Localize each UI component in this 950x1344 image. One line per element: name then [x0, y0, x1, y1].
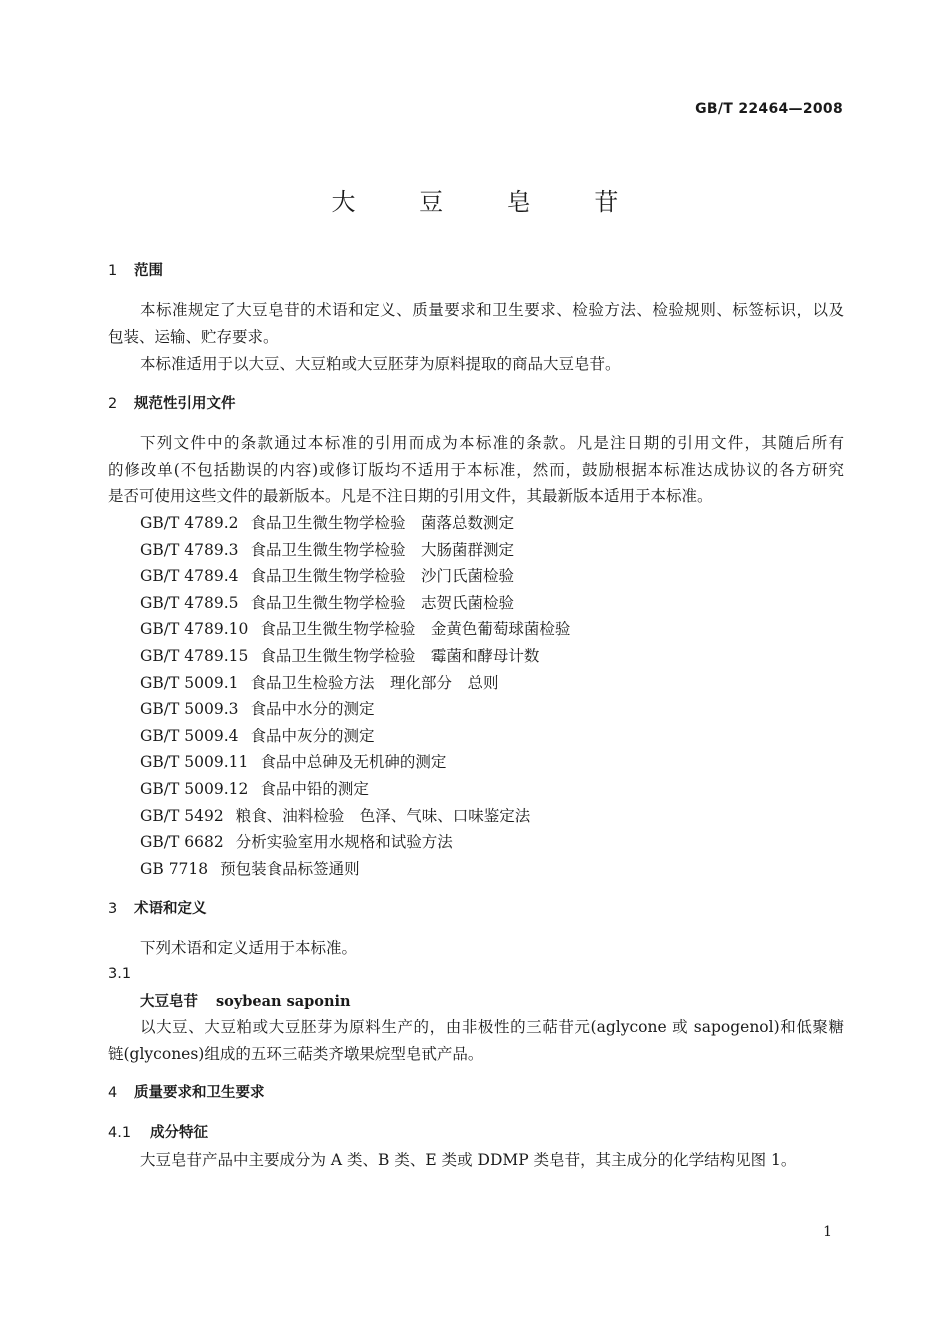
paragraph-line: 本标准适用于以大豆、大豆粕或大豆胚芽为原料提取的商品大豆皂苷。 [140, 355, 621, 373]
reference-item [140, 670, 844, 697]
term-english: soybean saponin [216, 993, 351, 1010]
reference-item [140, 829, 844, 856]
reference-title: 分析实验室用水规格和试验方法 [235, 833, 453, 851]
reference-code: GB/T 5009.4 [140, 727, 239, 745]
reference-code: GB/T 4789.10 [140, 620, 249, 638]
paragraph-line: 大豆皂苷产品中主要成分为 A 类、B 类、E 类或 DDMP 类皂苷，其主成分的化学结构见图 1。 [140, 1151, 797, 1169]
reference-title: 食品中铅的测定 [260, 780, 369, 798]
paragraph-line: 本标准规定了大豆皂苷的术语和定义、质量要求和卫生要求、检验方法、检验规则、标签标识，以及 [140, 301, 844, 319]
reference-code: GB/T 4789.5 [140, 594, 239, 612]
reference-code: GB/T 4789.4 [140, 567, 239, 585]
reference-item [140, 590, 844, 617]
reference-title: 食品中总砷及无机砷的测定 [260, 753, 447, 771]
reference-code: GB/T 5492 [140, 807, 224, 825]
reference-item [140, 643, 844, 670]
section-3-heading [108, 896, 844, 923]
document-title: 大 豆 皂 苷 [331, 188, 647, 216]
paragraph-line: 下列术语和定义适用于本标准。 [140, 939, 358, 957]
reference-item [140, 803, 844, 830]
section-title: 质量要求和卫生要求 [134, 1085, 265, 1101]
reference-title: 食品卫生微生物学检验 菌落总数测定 [250, 514, 515, 532]
reference-item [140, 616, 844, 643]
subsection-number: 3.1 [108, 966, 132, 982]
reference-item [140, 723, 844, 750]
section-title: 范围 [134, 263, 163, 279]
reference-title: 粮食、油料检验 色泽、气味、口味鉴定法 [235, 807, 531, 825]
reference-item [140, 537, 844, 564]
paragraph-line: 的修改单(不包括勘误的内容)或修订版均不适用于本标准，然而，鼓励根据本标准达成协议的各方研究 [108, 461, 844, 479]
reference-item [140, 510, 844, 537]
page-number: 1 [823, 1224, 832, 1240]
section-number: 2 [108, 396, 118, 412]
paragraph-line: 链(glycones)组成的五环三萜类齐墩果烷型皂甙产品。 [108, 1045, 484, 1063]
reference-title: 食品卫生微生物学检验 金黄色葡萄球菌检验 [260, 620, 571, 638]
reference-item [140, 696, 844, 723]
reference-title: 食品卫生微生物学检验 志贺氏菌检验 [250, 594, 515, 612]
subsection-title: 成分特征 [150, 1125, 208, 1141]
reference-title: 食品卫生微生物学检验 霉菌和酵母计数 [260, 647, 540, 665]
section-title: 规范性引用文件 [134, 396, 236, 412]
paragraph-line: 是否可使用这些文件的最新版本。凡是不注日期的引用文件，其最新版本适用于本标准。 [108, 487, 713, 505]
term-line [140, 988, 844, 1016]
reference-code: GB/T 4789.3 [140, 541, 239, 559]
reference-item [140, 776, 844, 803]
standard-code: GB/T 22464—2008 [695, 101, 843, 117]
reference-item [140, 856, 844, 883]
reference-title: 食品中灰分的测定 [250, 727, 375, 745]
reference-code: GB/T 4789.2 [140, 514, 239, 532]
reference-title: 食品卫生检验方法 理化部分 总则 [250, 674, 499, 692]
section-number: 4 [108, 1085, 118, 1101]
paragraph-line: 下列文件中的条款通过本标准的引用而成为本标准的条款。凡是注日期的引用文件，其随后所有 [140, 434, 844, 452]
reference-code: GB/T 5009.12 [140, 780, 249, 798]
section-2-heading [108, 391, 844, 418]
reference-title: 食品中水分的测定 [250, 700, 375, 718]
paragraph-line: 以大豆、大豆粕或大豆胚芽为原料生产的，由非极性的三萜苷元(aglycone 或 sapogenol)和低聚糖 [140, 1018, 844, 1036]
term-chinese: 大豆皂苷 [140, 994, 198, 1010]
reference-title: 预包装食品标签通则 [220, 860, 360, 878]
reference-item [140, 563, 844, 590]
reference-title: 食品卫生微生物学检验 大肠菌群测定 [250, 541, 515, 559]
reference-code: GB 7718 [140, 860, 209, 878]
reference-code: GB/T 5009.11 [140, 753, 249, 771]
section-4-heading [108, 1080, 844, 1107]
reference-code: GB/T 4789.15 [140, 647, 249, 665]
reference-code: GB/T 5009.3 [140, 700, 239, 718]
section-title: 术语和定义 [134, 901, 207, 917]
reference-code: GB/T 6682 [140, 833, 224, 851]
reference-item [140, 749, 844, 776]
paragraph-line: 包装、运输、贮存要求。 [108, 328, 279, 346]
reference-title: 食品卫生微生物学检验 沙门氏菌检验 [250, 567, 515, 585]
reference-code: GB/T 5009.1 [140, 674, 239, 692]
section-1-heading [108, 258, 844, 285]
section-number: 3 [108, 901, 118, 917]
subsection-number: 4.1 [108, 1125, 132, 1141]
subsection-4-1-heading [108, 1120, 844, 1147]
section-number: 1 [108, 263, 118, 279]
